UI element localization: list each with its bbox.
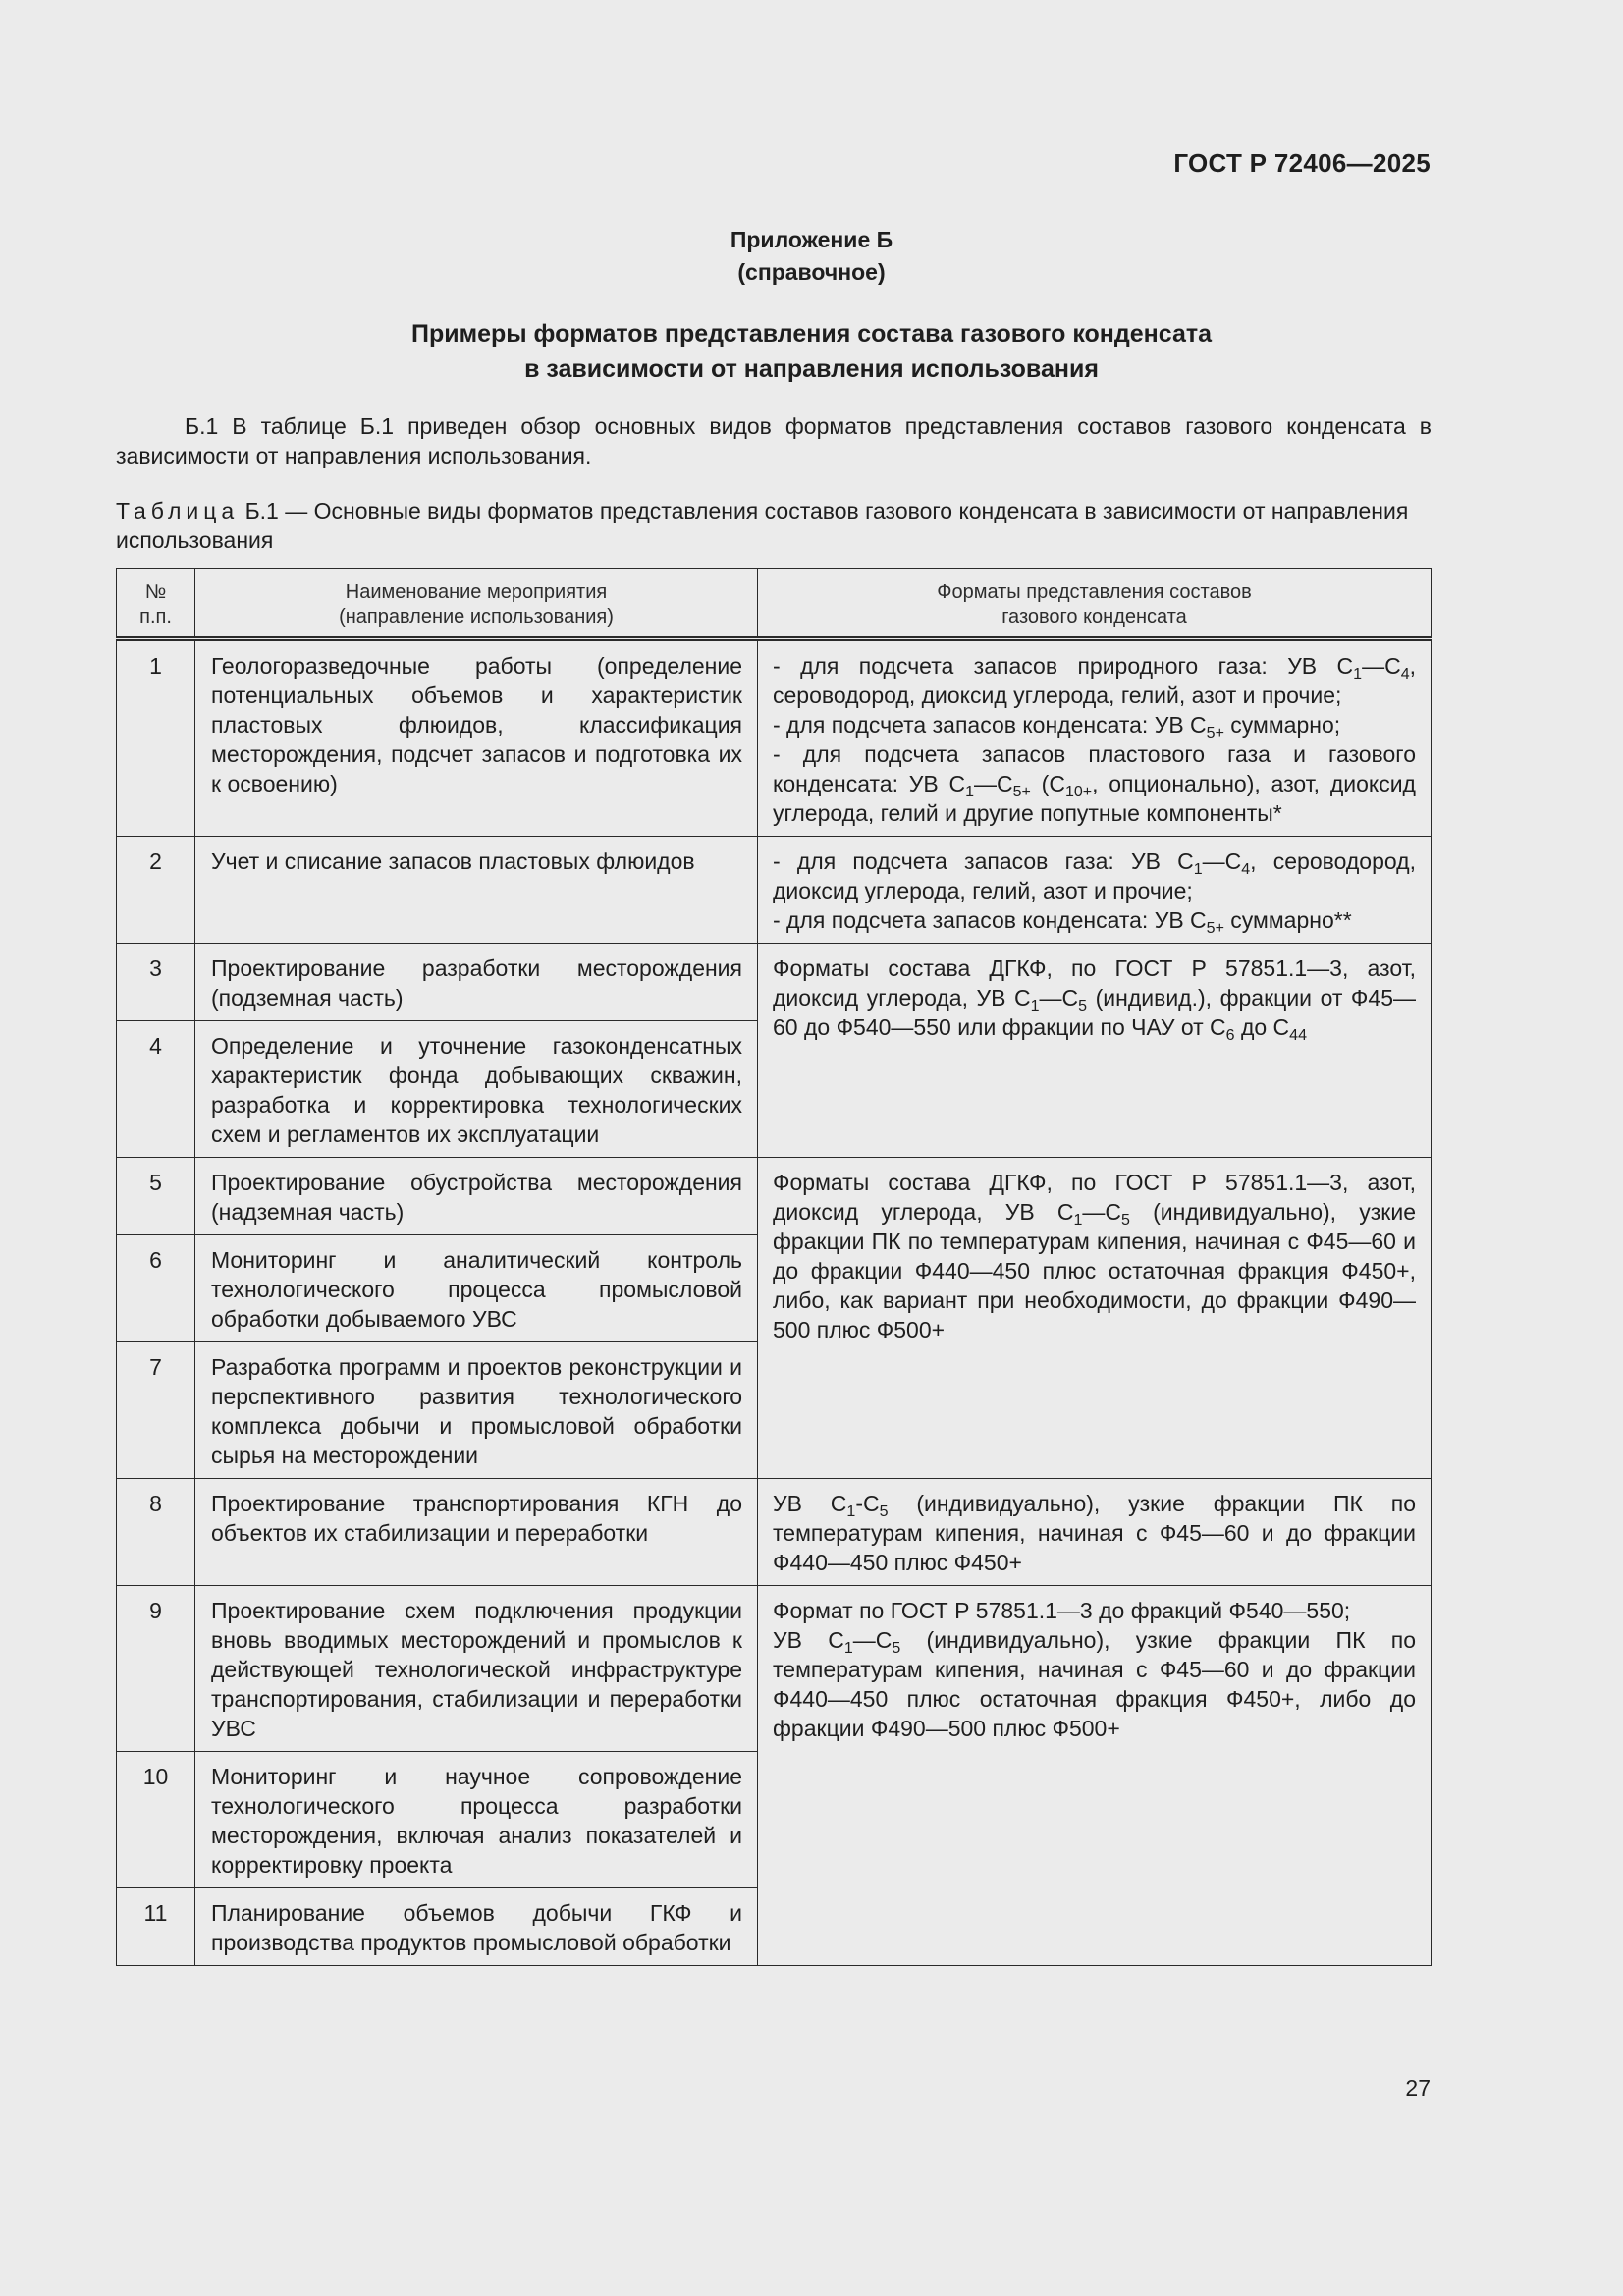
table-caption-label: Таблица [116,498,240,523]
row-number: 6 [117,1235,195,1342]
row-number: 3 [117,944,195,1021]
row-number: 10 [117,1752,195,1888]
table-row [117,1158,1432,1235]
row-activity: Учет и списание запасов пластовых флюидов [195,837,758,944]
row-activity: Проектирование транспортирования КГН до объектов их стабилизации и переработки [195,1479,758,1586]
header-activity: Наименование мероприятия (направление использования) [195,569,758,639]
appendix-title: Приложение Б [730,227,893,252]
row-number: 9 [117,1586,195,1752]
table-header-row [117,569,1432,639]
row-activity: Проектирование разработки месторождения (подземная часть) [195,944,758,1021]
format-line: Формат по ГОСТ Р 57851.1—3 до фракций Ф540—550; [773,1598,1351,1623]
row-formats: Форматы состава ДГКФ, по ГОСТ Р 57851.1—3, азот, диоксид углерода, УВ $С_1—С_5$ (индивидуально), узкие фракции ПК по температурам кипения, начиная с Ф45—60 и до фракции Ф440—450 плюс остаточная фракция Ф450+, либо, как вариант при необходимости, до фракции Ф490—500 плюс Ф500+ [758,1158,1432,1479]
row-activity: Мониторинг и научное сопровождение технологического процесса разработки месторождения, включая анализ показателей и корректировку проекта [195,1752,758,1888]
row-formats [758,1586,1432,1966]
row-activity: Геологоразведочные работы (определение потенциальных объемов и характеристик пластовых флюидов, классификация месторождения, подсчет запасов и подготовка их к освоению) [195,639,758,837]
format-line: - для подсчета запасов газа: УВ $С_1—С_4$, сероводород, диоксид углерода, гелий, азот и прочие; [773,848,1416,903]
row-formats [758,639,1432,837]
row-number: 4 [117,1021,195,1158]
row-activity: Проектирование обустройства месторождения (надземная часть) [195,1158,758,1235]
row-activity: Проектирование схем подключения продукции вновь вводимых месторождений и промыслов к действующей технологической инфраструктуре транспортирования, стабилизации и переработки УВС [195,1586,758,1752]
row-number: 1 [117,639,195,837]
format-line: - для подсчета запасов конденсата: УВ $С_{5+}$ суммарно** [773,907,1352,937]
row-number: 5 [117,1158,195,1235]
document-title-line2: в зависимости от направления использования [524,355,1099,383]
page-number: 27 [1405,2075,1431,2101]
row-number: 7 [117,1342,195,1479]
standard-code: ГОСТ Р 72406—2025 [1173,148,1431,178]
formats-table [116,568,1432,1966]
document-title [0,316,1623,387]
format-line: - для подсчета запасов конденсата: УВ $С_{5+}$ суммарно; [773,712,1341,741]
header-formats: Форматы представления составов газового конденсата [758,569,1432,639]
intro-paragraph: Б.1 В таблице Б.1 приведен обзор основных видов форматов представления составов газового конденсата в зависимости от направления использования. [116,413,1432,468]
format-line: УВ $С_1—С_5$ (индивидуально), узкие фракции ПК по температурам кипения, начиная с Ф45—60 и до фракции Ф440—450 плюс остаточная фракция Ф450+, либо до фракции Ф490—500 плюс Ф500+ [773,1627,1416,1741]
appendix-subtitle: (справочное) [737,259,886,285]
document-title-line1: Примеры форматов представления состава газового конденсата [410,320,1213,348]
appendix-heading [0,224,1623,289]
format-line: - для подсчета запасов пластового газа и газового конденсата: УВ $С_1—С_{5+}$ ($С_{10+}$, опционально), азот, диоксид углерода, гелий и другие попутные компоненты* [773,741,1416,826]
row-activity: Планирование объемов добычи ГКФ и производства продуктов промысловой обработки [195,1888,758,1966]
row-activity: Разработка программ и проектов реконструкции и перспективного развития технологического комплекса добычи и промысловой обработки сырья на месторождении [195,1342,758,1479]
row-formats: УВ $С_1-С_5$ (индивидуально), узкие фракции ПК по температурам кипения, начиная с Ф45—60 и до фракции Ф440—450 плюс Ф450+ [758,1479,1432,1586]
table-row [117,944,1432,1021]
table-caption [116,496,1432,555]
table-row [117,639,1432,837]
row-number: 2 [117,837,195,944]
format-line: - для подсчета запасов природного газа: УВ $С_1—С_4$, сероводород, диоксид углерода, гелий, азот и прочие; [773,653,1416,708]
table-caption-text: Б.1 — Основные виды форматов представления составов газового конденсата в зависимости от направления использования [116,498,1409,553]
table-row [117,1479,1432,1586]
row-number: 11 [117,1888,195,1966]
row-formats [758,837,1432,944]
table-row [117,837,1432,944]
header-num: № п.п. [117,569,195,639]
row-activity: Мониторинг и аналитический контроль технологического процесса промысловой обработки добываемого УВС [195,1235,758,1342]
row-formats: Форматы состава ДГКФ, по ГОСТ Р 57851.1—3, азот, диоксид углерода, УВ $С_1—С_5$ (индивид.), фракции от Ф45—60 до Ф540—550 или фракции по ЧАУ от $С_6$ до $С_{44}$ [758,944,1432,1158]
table-row [117,1586,1432,1752]
row-number: 8 [117,1479,195,1586]
row-activity: Определение и уточнение газоконденсатных характеристик фонда добывающих скважин, разработка и корректировка технологических схем и регламентов их эксплуатации [195,1021,758,1158]
